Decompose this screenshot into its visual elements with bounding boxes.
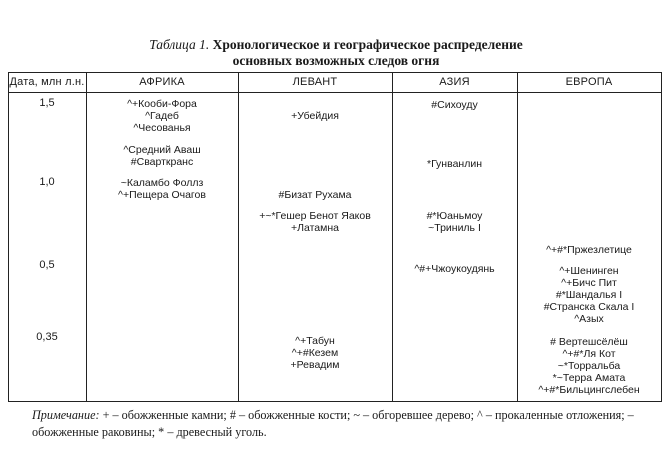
site-entry: ^+#*Бильцингслебен — [538, 384, 640, 396]
site-entry: ^+#*Ля Кот — [562, 348, 616, 360]
date-1-5: 1,5 — [39, 97, 55, 109]
caption-lead: Таблица 1. — [149, 37, 210, 52]
site-entry: #Странска Скала I — [543, 301, 635, 313]
caption-line-2: основных возможных следов огня — [232, 53, 440, 68]
europe-group-2 — [517, 265, 661, 325]
site-entry: #*Шандалья I — [555, 289, 623, 301]
levant-group-2 — [238, 189, 392, 201]
date-0-5: 0,5 — [39, 259, 55, 271]
table-bottom-border — [8, 401, 662, 402]
site-entry: ^+Табун — [295, 335, 335, 347]
asia-group-3 — [392, 210, 517, 234]
site-entry: *Гунванлин — [426, 158, 482, 170]
caption-title: Хронологическое и географическое распределение — [212, 37, 523, 52]
date-1-0: 1,0 — [39, 176, 55, 188]
asia-group-2 — [392, 158, 517, 170]
site-entry: ^Чесованья — [133, 122, 191, 134]
site-entry: #*Юаньмоу — [426, 210, 483, 222]
fire-evidence-table — [8, 72, 662, 402]
asia-group-1 — [392, 99, 517, 111]
site-entry: ^+Шенинген — [559, 265, 619, 277]
africa-group-3 — [86, 177, 238, 201]
note-label: Примечание: — [32, 408, 100, 422]
table-left-border — [8, 72, 9, 402]
levant-group-1 — [238, 110, 392, 122]
site-entry: ^+Кооби-Фора — [127, 98, 197, 110]
site-entry: ^+Бичс Пит — [561, 277, 617, 289]
table-note — [32, 407, 662, 441]
site-entry: ~*Торральба — [557, 360, 621, 372]
site-entry: *~Терра Амата — [552, 372, 626, 384]
header-bottom-border — [8, 92, 662, 93]
caption-line-1 — [0, 37, 672, 53]
africa-group-1 — [86, 98, 238, 134]
europe-group-1 — [517, 244, 661, 256]
site-entry: ^+#*Пржезлетице — [546, 244, 632, 256]
africa-group-2 — [86, 144, 238, 168]
site-entry: +Убейдия — [291, 110, 339, 122]
header-asia: АЗИЯ — [439, 76, 470, 88]
site-entry: #Сварткранс — [130, 156, 194, 168]
site-entry: +~*Гешер Бенот Яаков — [259, 210, 371, 222]
column-divider-levant — [392, 72, 393, 402]
site-entry: #Бизат Рухама — [278, 189, 352, 201]
site-entry: ^Гадеб — [145, 110, 179, 122]
levant-group-3 — [238, 210, 392, 234]
header-date: Дата, млн л.н. — [9, 76, 85, 88]
date-0-35: 0,35 — [36, 331, 58, 343]
europe-group-3 — [517, 336, 661, 396]
header-africa: АФРИКА — [139, 76, 185, 88]
site-entry: ^#+Чжоукоудянь — [414, 263, 495, 275]
header-europe: ЕВРОПА — [565, 76, 613, 88]
table-right-border — [661, 72, 662, 402]
site-entry: +Ревадим — [290, 359, 340, 371]
site-entry: ~Каламбо Фоллз — [120, 177, 204, 189]
site-entry: ^+Пещера Очагов — [118, 189, 206, 201]
site-entry: ^Азых — [574, 313, 604, 325]
site-entry: +Латамна — [290, 222, 340, 234]
asia-group-4 — [392, 263, 517, 275]
site-entry: ~Триниль I — [428, 222, 481, 234]
levant-group-4 — [238, 335, 392, 371]
note-text: + – обожженные камни; # – обожженные кости; ~ – обгоревшее дерево; ^ – прокаленные отложения; – обожженные раковины; * – древесный уголь. — [32, 408, 634, 439]
site-entry: # Вертешсёлёш — [550, 336, 628, 348]
site-entry: #Сихоуду — [431, 99, 478, 111]
site-entry: ^Средний Аваш — [123, 144, 201, 156]
header-levant: ЛЕВАНТ — [292, 76, 338, 88]
site-entry: ^+#Кезем — [291, 347, 339, 359]
